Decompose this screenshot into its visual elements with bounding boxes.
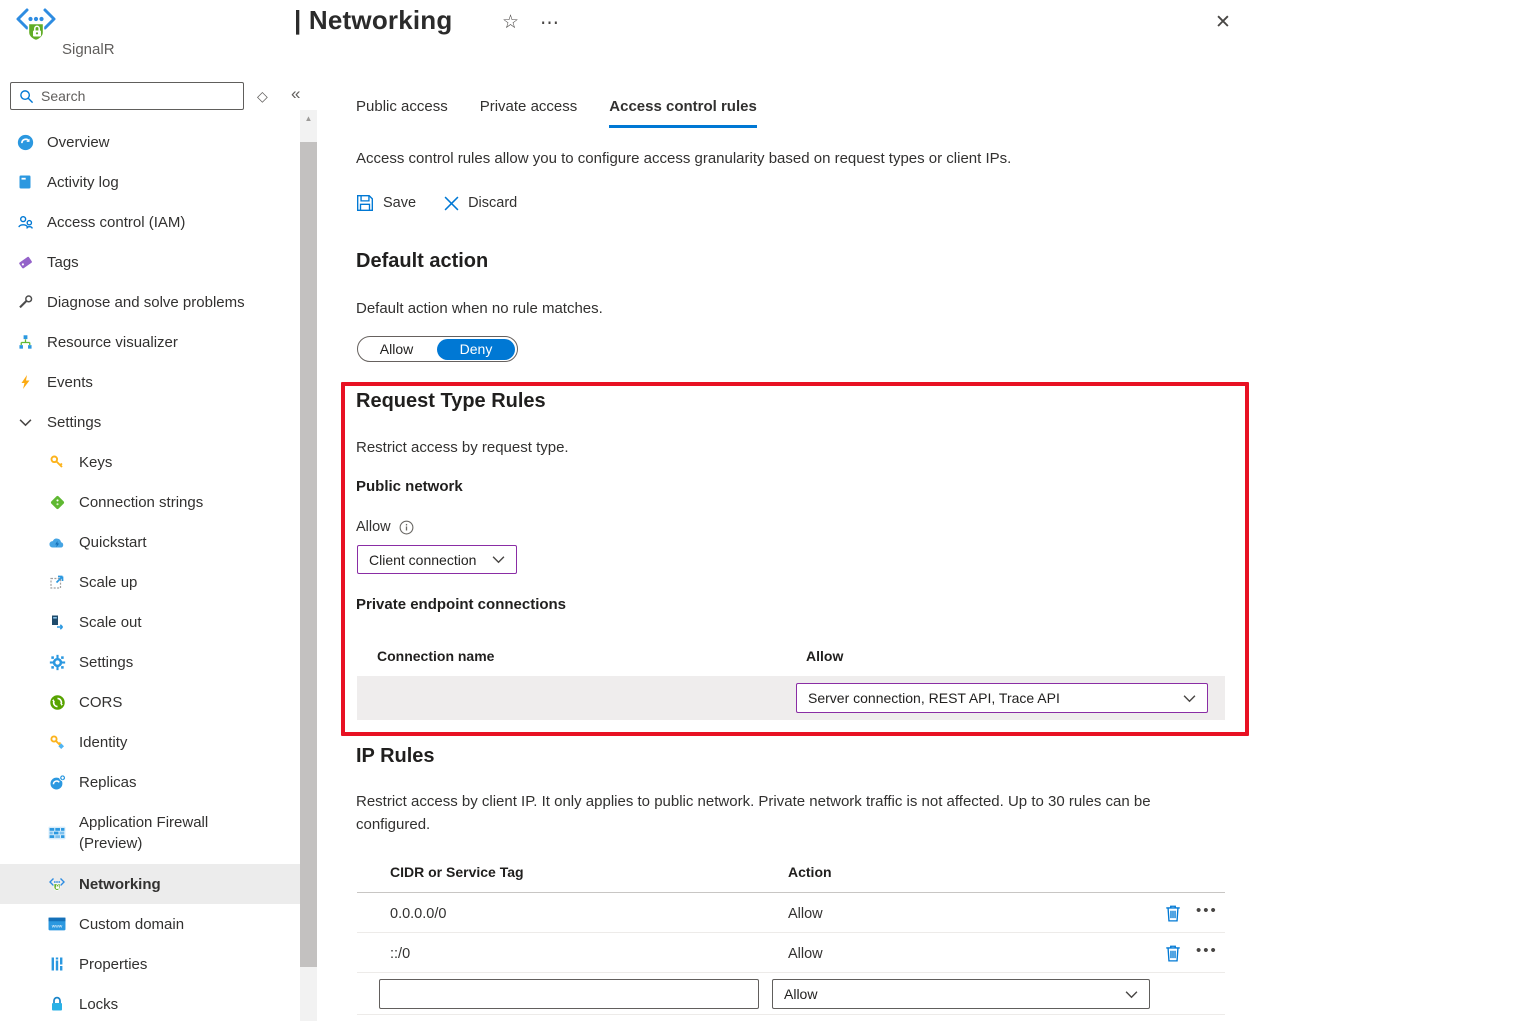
public-network-heading: Public network [356,478,463,495]
cloud-icon [48,535,66,550]
pec-column-connection-name: Connection name [377,648,495,664]
delete-rule-icon[interactable] [1165,944,1181,962]
ip-column-action: Action [788,864,832,880]
firewall-icon [48,826,66,840]
lock-icon [48,996,66,1012]
sidebar-item-diagnose[interactable]: Diagnose and solve problems [0,282,300,322]
properties-icon [48,956,66,972]
scroll-up-icon[interactable]: ▲ [304,113,313,123]
private-endpoint-allow-dropdown[interactable]: Server connection, REST API, Trace API [796,683,1208,713]
ip-row-cidr: 0.0.0.0/0 [390,906,447,922]
discard-x-icon [444,196,459,211]
ip-row-cidr: ::/0 [390,946,411,962]
sidebar-item-identity[interactable]: Identity [0,722,300,762]
more-options-icon[interactable]: ⋯ [540,13,559,34]
divider [357,972,1225,973]
scale-out-icon [48,614,66,630]
row-more-options-icon[interactable]: ••• [1196,942,1218,959]
tab-private-access[interactable]: Private access [479,98,578,115]
sidebar-item-quickstart[interactable]: Quickstart [0,522,300,562]
intro-text: Access control rules allow you to configure access granularity based on request types or client IPs. [356,150,1012,167]
search-input[interactable] [41,88,211,104]
new-rule-action-dropdown[interactable]: Allow [772,979,1150,1009]
default-action-toggle[interactable] [357,336,518,362]
divider [357,892,1225,893]
sidebar-group-settings[interactable]: Settings [0,402,300,442]
sidebar-scrollbar[interactable] [300,110,317,1021]
toggle-option-allow[interactable]: Allow [379,341,414,357]
sidebar-item-connection-strings[interactable]: Connection strings [0,482,300,522]
command-bar [356,194,517,212]
sidebar-item-keys[interactable]: Keys [0,442,300,482]
collapse-sidebar-icon[interactable]: « [291,84,301,103]
overview-icon [16,134,34,151]
ip-column-cidr: CIDR or Service Tag [390,864,524,880]
activity-log-icon [16,174,34,190]
resource-tree-icon [16,334,34,351]
favorite-star-icon[interactable]: ☆ [502,12,520,33]
lightning-icon [16,374,34,390]
close-icon[interactable]: ✕ [1215,12,1231,33]
signalr-logo-icon [14,6,60,44]
sidebar-item-custom-domain[interactable]: www Custom domain [0,904,300,944]
www-icon [48,917,66,931]
sidebar-item-events[interactable]: Events [0,362,300,402]
save-button[interactable]: Save [356,194,416,212]
tab-bar [356,98,757,128]
divider [357,932,1225,933]
sidebar-item-settings[interactable]: Settings [0,642,300,682]
sidebar-item-resource-visualizer[interactable]: Resource visualizer [0,322,300,362]
save-icon [356,194,374,212]
search-icon [19,89,34,104]
sidebar-item-scale-out[interactable]: Scale out [0,602,300,642]
sidebar-item-properties[interactable]: Properties [0,944,300,984]
sidebar-item-networking[interactable]: Networking [0,864,300,904]
tab-access-control-rules[interactable]: Access control rules [609,98,757,128]
sidebar-item-tags[interactable]: Tags [0,242,300,282]
sidebar-menu [0,122,300,1024]
scrollbar-thumb[interactable] [300,142,317,967]
ip-rules-heading: IP Rules [356,745,435,767]
networking-icon [48,877,66,892]
sidebar-item-application-firewall[interactable]: Application Firewall (Preview) [0,802,300,864]
sidebar-item-locks[interactable]: Locks [0,984,300,1024]
private-endpoint-heading: Private endpoint connections [356,596,567,613]
sidebar-item-scale-up[interactable]: Scale up [0,562,300,602]
chevron-down-icon [1183,694,1196,703]
resize-icon[interactable]: ◇ [257,88,268,104]
request-type-rules-heading: Request Type Rules [356,390,546,412]
wrench-icon [16,294,34,311]
sidebar-item-overview[interactable]: Overview [0,122,300,162]
sidebar-item-access-control-iam[interactable]: Access control (IAM) [0,202,300,242]
connection-strings-icon [48,494,66,511]
toggle-option-deny[interactable]: Deny [437,339,515,360]
tag-icon [16,254,34,271]
gear-icon [48,654,66,671]
tab-public-access[interactable]: Public access [356,98,448,115]
ip-row-action: Allow [788,946,823,962]
cors-icon [48,694,66,711]
sidebar-item-activity-log[interactable]: Activity log [0,162,300,202]
new-rule-cidr-input[interactable] [379,979,759,1009]
public-network-allow-dropdown[interactable]: Client connection [357,545,517,574]
identity-key-icon [48,734,66,750]
default-action-heading: Default action [356,250,489,272]
divider [357,1014,1225,1015]
page-title: | Networking [294,5,453,35]
replicas-icon [48,774,66,791]
row-more-options-icon[interactable]: ••• [1196,902,1218,919]
request-type-rules-description: Restrict access by request type. [356,439,569,456]
discard-button[interactable]: Discard [444,195,517,211]
svg-text:www: www [51,924,63,930]
ip-rules-description: Restrict access by client IP. It only applies to public network. Private network traffic is not affected. Up to 30 rules can be configured. [356,793,1151,833]
scale-up-icon [48,574,66,590]
people-icon [16,214,34,231]
allow-label: Allow [356,519,391,535]
sidebar-item-replicas[interactable]: Replicas [0,762,300,802]
key-icon [48,454,66,470]
sidebar-search[interactable] [10,82,244,110]
chevron-down-icon [16,418,34,427]
app-name: SignalR [62,41,115,58]
pec-column-allow: Allow [806,648,844,664]
info-icon[interactable] [399,520,414,535]
chevron-down-icon [492,555,505,564]
default-action-description: Default action when no rule matches. [356,300,603,317]
delete-rule-icon[interactable] [1165,904,1181,922]
chevron-down-icon [1125,990,1138,999]
allow-label-row [356,519,414,535]
sidebar-item-cors[interactable]: CORS [0,682,300,722]
ip-row-action: Allow [788,906,823,922]
